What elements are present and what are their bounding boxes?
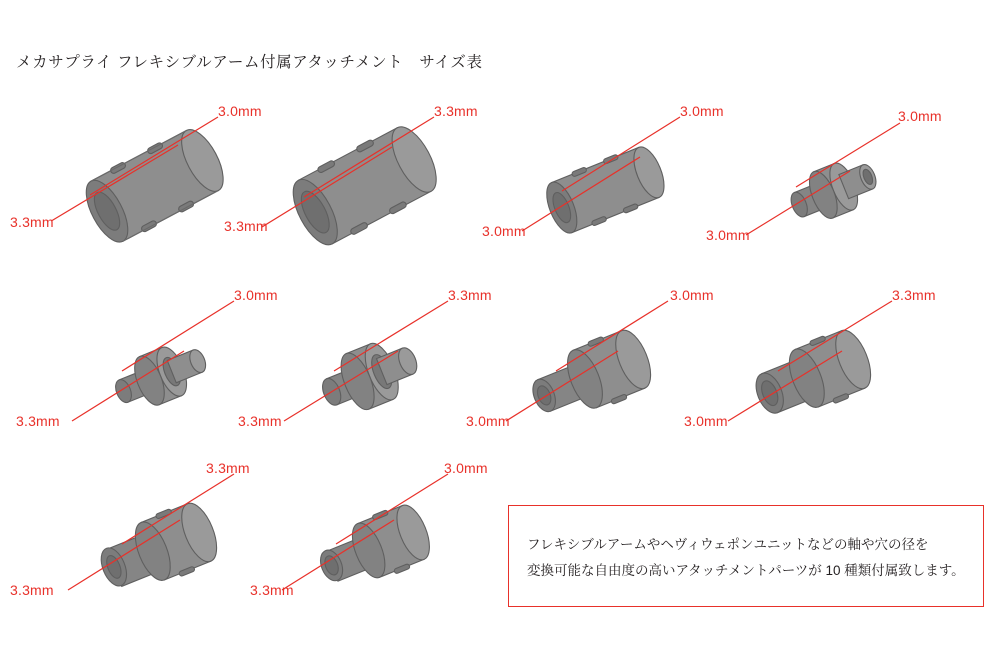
part-6-bottom-dimension: 3.3mm (238, 413, 282, 429)
part-9-top-dimension: 3.3mm (206, 460, 250, 476)
part-1-bottom-dimension: 3.3mm (10, 214, 54, 230)
part-2-top-dimension: 3.3mm (434, 103, 478, 119)
part-10-bottom-dimension: 3.3mm (250, 582, 294, 598)
part-3-bottom-dimension: 3.0mm (482, 223, 526, 239)
part-6-top-dimension: 3.3mm (448, 287, 492, 303)
part-9-drawing (38, 448, 288, 633)
part-7-bottom-dimension: 3.0mm (466, 413, 510, 429)
part-cell-6 (238, 275, 498, 460)
page-title: メカサプライ フレキシブルアーム付属アタッチメント サイズ表 (16, 54, 483, 71)
part-8-top-dimension: 3.3mm (892, 287, 936, 303)
part-10-top-dimension: 3.0mm (444, 460, 488, 476)
part-2-drawing (262, 95, 512, 280)
note-box (508, 505, 984, 607)
part-cell-4 (700, 95, 950, 280)
part-7-top-dimension: 3.0mm (670, 287, 714, 303)
part-5-top-dimension: 3.0mm (234, 287, 278, 303)
part-3-top-dimension: 3.0mm (680, 103, 724, 119)
part-cell-9 (10, 448, 288, 633)
part-2-bottom-dimension: 3.3mm (224, 218, 268, 234)
note-line-2: 変換可能な自由度の高いアタッチメントパーツが 10 種類付属致します。 (527, 563, 965, 578)
part-4-bottom-dimension: 3.0mm (706, 227, 750, 243)
part-9-bottom-dimension: 3.3mm (10, 582, 54, 598)
part-cell-10 (252, 448, 502, 633)
part-5-bottom-dimension: 3.3mm (16, 413, 60, 429)
part-cell-8 (684, 275, 942, 460)
note-line-1: フレキシブルアームやヘヴィウェポンユニットなどの軸や穴の径を (527, 537, 929, 552)
note-text (527, 532, 969, 584)
part-1-top-dimension: 3.0mm (218, 103, 262, 119)
part-8-bottom-dimension: 3.0mm (684, 413, 728, 429)
part-4-top-dimension: 3.0mm (898, 108, 942, 124)
